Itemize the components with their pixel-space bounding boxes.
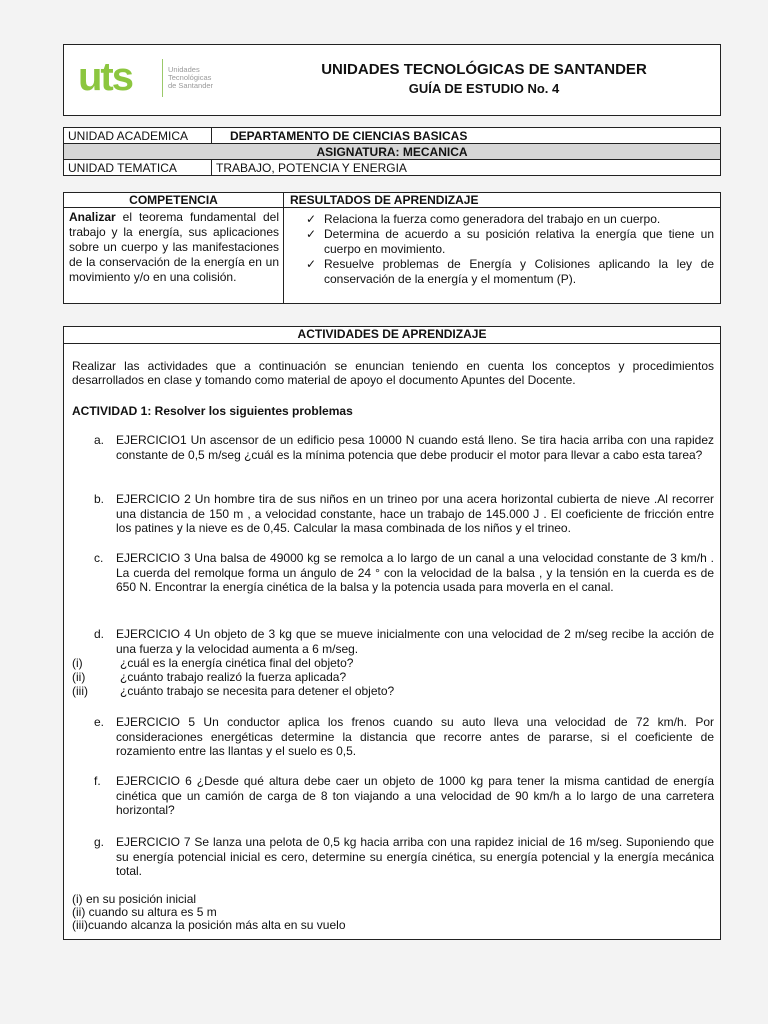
- document-header: [63, 44, 721, 116]
- analizar-word: Analizar: [69, 210, 116, 224]
- competencia-text: [64, 208, 284, 304]
- unidad-tematica-value: TRABAJO, POTENCIA Y ENERGIA: [212, 160, 721, 176]
- institution-title: UNIDADES TECNOLÓGICAS DE SANTANDER: [321, 61, 647, 78]
- checkmark-icon: ✓: [306, 257, 317, 271]
- logo-line-2: Tecnológicas: [168, 73, 212, 82]
- exercise-label: c.: [94, 551, 104, 565]
- exercise-text: EJERCICIO 5 Un conductor aplica los frenos cuando su auto lleva una velocidad de 72 km/h. Por consideraciones energéticas determine la distancia que recorre antes de pararse, si el coeficiente de rozamiento entre las llantas y el suelo es 0,5.: [116, 715, 714, 759]
- exercise-label: e.: [94, 715, 105, 729]
- logo-line-1: Unidades: [168, 65, 200, 74]
- unidad-academica-label: UNIDAD ACADEMICA: [64, 128, 212, 144]
- unidad-tematica-label: UNIDAD TEMATICA: [64, 160, 212, 176]
- result-item: ✓ Resuelve problemas de Energía y Colisiones aplicando la ley de conservación de la energía y el momentum (P).: [306, 257, 714, 286]
- competencia-body: el teorema fundamental del trabajo y la energía, sus aplicaciones sobre un cuerpo y las manifestaciones de la conservación de la energía en un movimiento y/o en una colisión.: [69, 210, 279, 284]
- resultados-list: [284, 208, 721, 304]
- exercise-text: EJERCICIO 6 ¿Desde qué altura debe caer un objeto de 1000 kg para tener la misma cantidad de energía cinética que un camión de carga de 8 ton viajando a una velocidad de 90 km/h a lo largo de una carretera horizontal?: [116, 774, 714, 818]
- result-item: ✓ Determina de acuerdo a su posición relativa la energía que tiene un cuerpo en movimiento.: [306, 227, 714, 256]
- exercise-text: EJERCICIO 7 Se lanza una pelota de 0,5 kg hacia arriba con una rapidez inicial de 16 m/seg. Suponiendo que su energía potencial inicial es cero, determine su energía cinética, su energía potencial y la energía mecánica total.: [116, 835, 714, 879]
- exercise-c: [94, 551, 714, 595]
- competencia-table: [63, 192, 721, 304]
- actividades-section: [63, 326, 721, 940]
- exercise-text: EJERCICIO 3 Una balsa de 49000 kg se remolca a lo largo de un canal a una velocidad constante de 3 km/h . La cuerda del remolque forma un ángulo de 24 ° con la velocidad de la balsa , y la tensión en la cuerda es de 650 N. Encontrar la energía cinética de la balsa y la potencia usada para moverla en el canal.: [116, 551, 714, 595]
- subquestion: (iii)cuando alcanza la posición más alta en su vuelo: [72, 918, 346, 932]
- actividades-header: ACTIVIDADES DE APRENDIZAJE: [64, 327, 720, 344]
- exercise-label: g.: [94, 835, 105, 849]
- exercise-text: EJERCICIO 4 Un objeto de 3 kg que se mueve inicialmente con una velocidad de 2 m/seg recibe la acción de una fuerza y la velocidad aumenta a 6 m/seg.: [116, 627, 714, 656]
- exercise-a: [94, 433, 714, 462]
- guide-title: GUÍA DE ESTUDIO No. 4: [408, 81, 560, 96]
- checkmark-icon: ✓: [306, 227, 317, 241]
- exercise-f: [94, 774, 714, 818]
- exercise-d-subquestions: [72, 656, 394, 699]
- actividad-1-title: ACTIVIDAD 1: Resolver los siguientes problemas: [72, 404, 353, 418]
- exercise-text: EJERCICIO 2 Un hombre tira de sus niños en un trineo por una acera horizontal cubierta de nieve .Al recorrer una distancia de 150 m , a velocidad constante, hace un trabajo de 145.000 J . El coeficiente de fricción entre los patines y la nieve es de 0,45. Calcular la masa combinada de los niños y el trineo.: [116, 492, 714, 536]
- exercise-b: [94, 492, 714, 536]
- unidad-academica-value: DEPARTAMENTO DE CIENCIAS BASICAS: [212, 128, 721, 144]
- exercise-label: d.: [94, 627, 105, 641]
- course-info-table: [63, 127, 721, 176]
- exercise-label: f.: [94, 774, 101, 788]
- result-item: ✓ Relaciona la fuerza como generadora del trabajo en un cuerpo.: [306, 212, 661, 226]
- checkmark-icon: ✓: [306, 212, 317, 226]
- exercise-e: [94, 715, 714, 759]
- subquestion: (ii) cuando su altura es 5 m: [72, 905, 217, 919]
- uts-logo: [78, 55, 238, 103]
- subquestion: (iii) ¿cuánto trabajo se necesita para detener el objeto?: [72, 684, 395, 699]
- exercise-d: [94, 627, 714, 656]
- intro-paragraph: Realizar las actividades que a continuación se enuncian teniendo en cuenta los conceptos y procedimientos desarrollados en clase y tomando como material de apoyo el documento Apuntes del Docente.: [72, 359, 714, 387]
- logo-mark: uts: [78, 55, 132, 99]
- exercise-g: [94, 835, 714, 879]
- subquestion: (i) en su posición inicial: [72, 892, 197, 906]
- subquestion: (i) ¿cuál es la energía cinética final del objeto?: [72, 656, 354, 670]
- exercise-text: EJERCICIO1 Un ascensor de un edificio pesa 10000 N cuando está lleno. Se tira hacia arriba con una rapidez constante de 0,5 m/seg ¿cuál es la mínima potencia que debe producir el motor para llevar a cabo esta tarea?: [116, 433, 714, 462]
- resultados-header: RESULTADOS DE APRENDIZAJE: [284, 193, 721, 208]
- competencia-header: COMPETENCIA: [64, 193, 284, 208]
- exercise-label: b.: [94, 492, 105, 506]
- asignatura: ASIGNATURA: MECANICA: [64, 144, 721, 160]
- logo-line-3: de Santander: [168, 81, 214, 90]
- logo-divider: [162, 59, 163, 97]
- exercise-label: a.: [94, 433, 105, 447]
- exercise-g-subquestions: [72, 893, 346, 932]
- subquestion: (ii) ¿cuánto trabajo realizó la fuerza aplicada?: [72, 670, 347, 685]
